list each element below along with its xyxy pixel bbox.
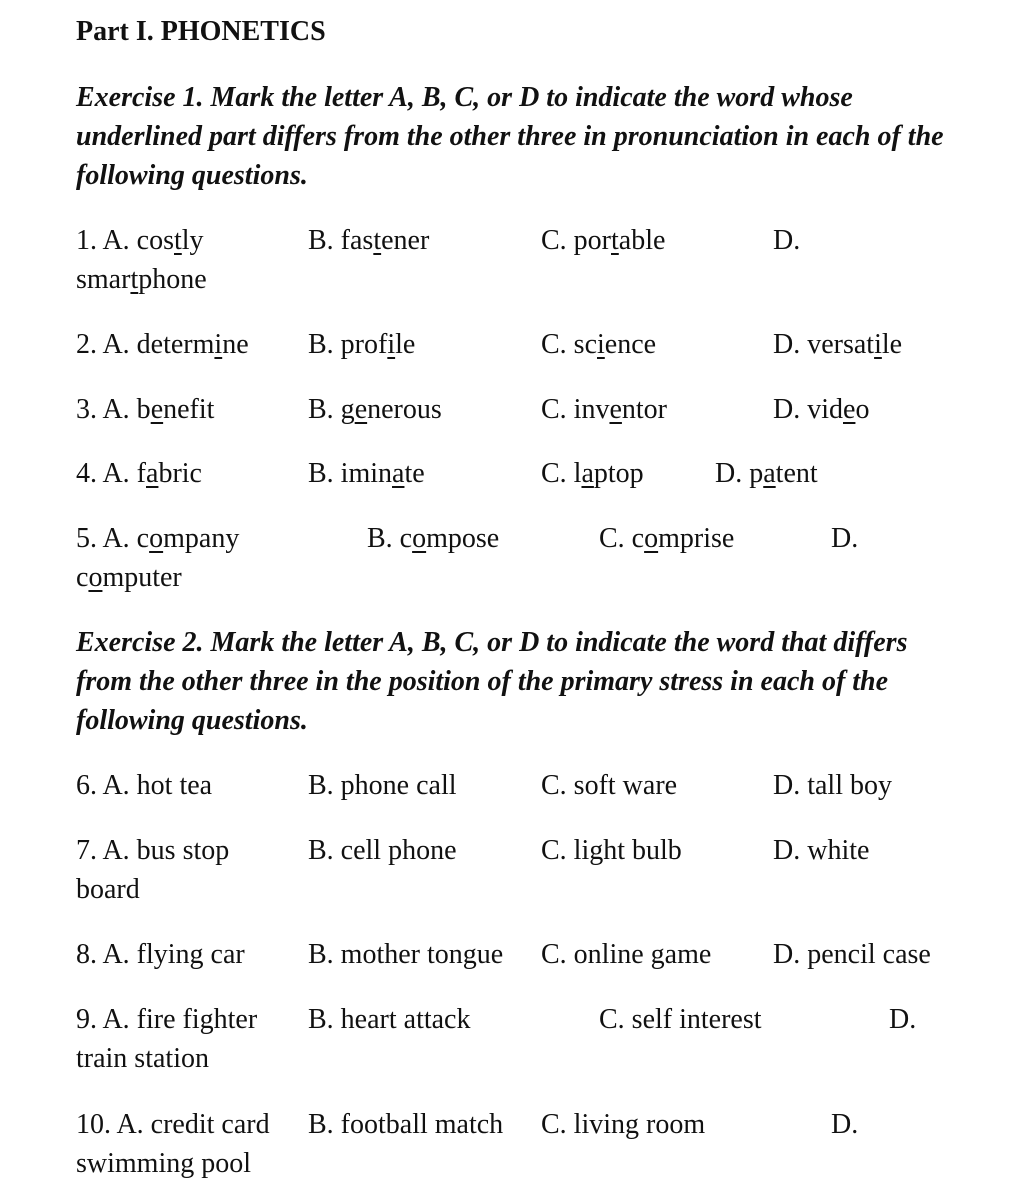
- q2-a-pre: 2. A. determ: [76, 329, 215, 360]
- q5-c-post: mprise: [658, 523, 735, 554]
- q1-d-post: phone: [138, 264, 207, 295]
- q2-a-underlined: i: [214, 329, 223, 360]
- q5-a-pre: 5. A. c: [76, 523, 150, 554]
- q7-option-a: 7. A. bus stop: [76, 835, 230, 866]
- part-title: Part I. PHONETICS: [76, 16, 326, 47]
- q7-option-b: B. cell phone: [308, 835, 457, 866]
- q1-c-underlined: t: [611, 225, 619, 256]
- q5-option-a: [76, 519, 239, 558]
- q2-option-d: [773, 325, 902, 364]
- q3-a-underlined: e: [150, 394, 164, 425]
- q10-option-c: C. living room: [541, 1109, 706, 1140]
- q5-c-pre: C. c: [599, 523, 645, 554]
- q4-d-underlined: a: [763, 458, 776, 489]
- q4-d-post: tent: [775, 458, 818, 489]
- q1-b-underlined: t: [373, 225, 382, 256]
- q2-option-b: [308, 325, 415, 364]
- q8-option-b: B. mother tongue: [308, 939, 504, 970]
- q5-option-c: [599, 519, 734, 558]
- q3-b-underlined: e: [354, 394, 368, 425]
- q1-option-d-word: [76, 260, 207, 299]
- q2-b-pre: B. prof: [308, 329, 388, 360]
- exercise-2-instruction: Exercise 2. Mark the letter A, B, C, or D to indicate the word that differs from the other three in the position of the primary stress in each of the following questions.: [76, 627, 908, 736]
- q2-d-post: le: [881, 329, 903, 360]
- q2-d-underlined: i: [874, 329, 882, 360]
- q3-c-post: ntor: [621, 394, 668, 425]
- q1-a-post: ly: [181, 225, 204, 256]
- q8-option-d: D. pencil case: [773, 939, 931, 970]
- q4-a-underlined: a: [146, 458, 159, 489]
- q3-option-c: [541, 390, 667, 429]
- exercise-1-instruction: Exercise 1. Mark the letter A, B, C, or D to indicate the word whose underlined part differs from the other three in pronunciation in each of the following questions.: [76, 82, 944, 191]
- q4-a-pre: 4. A. f: [76, 458, 146, 489]
- q5-d-underlined: o: [88, 562, 103, 593]
- q4-d-pre: D. p: [715, 458, 764, 489]
- q1-a-underlined: t: [174, 225, 182, 256]
- q4-b-post: te: [404, 458, 425, 489]
- q1-option-a: [76, 221, 204, 260]
- q4-option-a: [76, 454, 202, 493]
- q1-c-post: able: [618, 225, 666, 256]
- q9-option-b: B. heart attack: [308, 1004, 471, 1035]
- q3-b-pre: B. g: [308, 394, 355, 425]
- q6-option-b: B. phone call: [308, 770, 457, 801]
- q6-option-d: D. tall boy: [773, 770, 892, 801]
- q10-option-d-wrap: swimming pool: [76, 1148, 252, 1179]
- q3-a-post: nefit: [163, 394, 215, 425]
- q6-option-a: 6. A. hot tea: [76, 770, 213, 801]
- q2-c-underlined: i: [597, 329, 605, 360]
- q1-d-pre: smar: [76, 264, 131, 295]
- q1-a-pre: 1. A. cos: [76, 225, 174, 256]
- q9-option-d-wrap: train station: [76, 1043, 209, 1074]
- q1-b-pre: B. fas: [308, 225, 374, 256]
- q4-c-underlined: a: [581, 458, 594, 489]
- q8-option-a: 8. A. flying car: [76, 939, 245, 970]
- q5-option-d-word: [76, 558, 182, 597]
- q4-option-c: [541, 454, 644, 493]
- q10-option-b: B. football match: [308, 1109, 504, 1140]
- q5-d-pre: c: [76, 562, 89, 593]
- q6-option-c: C. soft ware: [541, 770, 678, 801]
- q5-b-underlined: o: [412, 523, 427, 554]
- q5-a-underlined: o: [149, 523, 164, 554]
- q4-b-underlined: a: [392, 458, 405, 489]
- q5-d-post: mputer: [102, 562, 182, 593]
- q1-b-post: ener: [381, 225, 430, 256]
- q5-b-post: mpose: [426, 523, 500, 554]
- q8-option-c: C. online game: [541, 939, 712, 970]
- q5-c-underlined: o: [644, 523, 659, 554]
- q2-c-post: ence: [604, 329, 657, 360]
- q7-option-c: C. light bulb: [541, 835, 682, 866]
- q2-option-c: [541, 325, 656, 364]
- q3-b-post: nerous: [367, 394, 442, 425]
- q3-c-underlined: e: [609, 394, 622, 425]
- q4-option-d: [715, 454, 818, 493]
- q3-option-b: [308, 390, 442, 429]
- q3-c-pre: C. inv: [541, 394, 610, 425]
- q3-option-a: [76, 390, 214, 429]
- q4-c-post: ptop: [593, 458, 644, 489]
- q3-d-post: o: [855, 394, 870, 425]
- q5-option-b: [367, 519, 499, 558]
- q5-a-post: mpany: [163, 523, 240, 554]
- q2-b-post: le: [395, 329, 416, 360]
- q9-option-d: D.: [889, 1004, 917, 1035]
- q7-option-d-wrap: board: [76, 874, 140, 905]
- q1-option-b: [308, 221, 429, 260]
- q3-d-underlined: e: [843, 394, 856, 425]
- q1-option-c: [541, 221, 665, 260]
- q2-option-a: [76, 325, 249, 364]
- q9-option-a: 9. A. fire fighter: [76, 1004, 258, 1035]
- q3-option-d: [773, 390, 869, 429]
- q9-option-c: C. self interest: [599, 1004, 762, 1035]
- q2-b-underlined: i: [387, 329, 396, 360]
- q2-a-post: ne: [222, 329, 249, 360]
- q4-a-post: bric: [158, 458, 202, 489]
- q5-b-pre: B. c: [367, 523, 413, 554]
- q3-d-pre: D. vid: [773, 394, 843, 425]
- q7-option-d: D. white: [773, 835, 870, 866]
- q4-b-pre: B. imin: [308, 458, 393, 489]
- q1-d-underlined: t: [130, 264, 139, 295]
- q5-option-d-label: D.: [831, 523, 859, 554]
- q1-c-pre: C. por: [541, 225, 611, 256]
- q4-option-b: [308, 454, 425, 493]
- q10-option-a: 10. A. credit card: [76, 1109, 270, 1140]
- q4-c-pre: C. l: [541, 458, 582, 489]
- q3-a-pre: 3. A. b: [76, 394, 151, 425]
- q2-c-pre: C. sc: [541, 329, 597, 360]
- q1-option-d-label: D.: [773, 225, 801, 256]
- q2-d-pre: D. versat: [773, 329, 875, 360]
- q10-option-d: D.: [831, 1109, 859, 1140]
